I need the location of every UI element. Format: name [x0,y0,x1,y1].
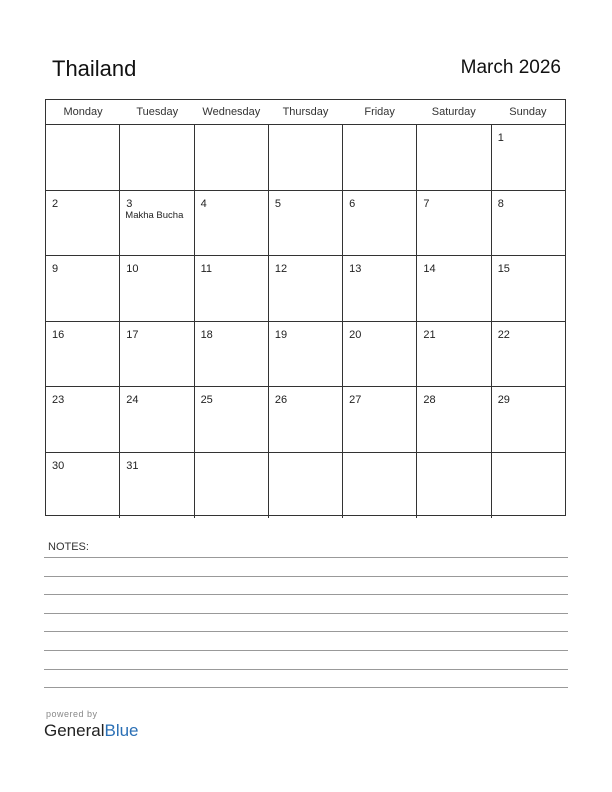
day-number: 8 [497,197,504,210]
day-number: 21 [423,328,436,341]
day-cell [46,453,120,519]
note-line [44,594,568,595]
day-cell [343,125,417,190]
calendar-weeks [46,125,565,518]
day-cell [417,191,491,256]
day-number: 5 [274,197,281,210]
day-cell [492,322,565,387]
day-cell [343,322,417,387]
day-cell [195,322,269,387]
day-cell [269,191,343,256]
day-number: 30 [52,459,65,472]
day-cell [120,453,194,519]
day-cell [120,256,194,321]
note-line [44,631,568,632]
day-number: 22 [497,328,510,341]
day-cell [269,322,343,387]
day-number: 16 [52,328,65,341]
week-row [46,125,565,191]
brand-general: General [44,721,105,740]
day-cell [195,256,269,321]
note-line [44,557,568,558]
note-line [44,669,568,670]
day-number: 14 [423,263,436,275]
weekday-label: Sunday [509,106,547,118]
day-cell [46,191,120,256]
day-number: 12 [274,263,288,275]
day-cell [195,125,269,190]
day-cell [269,387,343,452]
day-number: 11 [200,263,212,275]
day-cell [417,125,491,190]
day-cell [195,387,269,452]
day-number: 27 [349,394,362,406]
week-row [46,322,565,388]
week-row [46,256,565,322]
day-number: 24 [126,394,139,406]
day-cell [492,191,565,256]
weekday-label: Saturday [431,106,476,118]
day-cell [343,256,417,321]
day-cell [46,256,120,321]
day-cell [417,256,491,321]
day-cell [492,125,565,190]
day-number: 3 [126,197,133,210]
day-cell [417,453,491,519]
day-number: 13 [349,263,362,275]
day-cell [417,387,491,452]
day-cell [343,387,417,452]
day-cell [269,453,343,519]
day-cell [195,191,269,256]
brand-logo [44,721,139,741]
calendar-month: March 2026 [460,57,561,78]
day-cell [120,125,194,190]
day-cell [492,387,565,452]
day-cell [492,256,565,321]
day-cell [46,322,120,387]
day-number: 17 [126,328,139,341]
day-cell [492,453,565,519]
day-number: 29 [497,394,510,406]
day-cell [417,322,491,387]
day-number: 18 [200,328,213,341]
brand-blue: Blue [104,721,139,740]
note-line [44,687,568,688]
day-cell [343,191,417,256]
day-cell [46,125,120,190]
day-cell [269,125,343,190]
note-line [44,650,568,651]
week-row [46,453,565,519]
calendar-country: Thailand [52,56,137,81]
day-number: 15 [497,263,510,275]
calendar-grid [45,99,566,516]
day-cell [46,387,120,452]
day-number: 28 [423,394,436,406]
day-cell [343,453,417,519]
day-cell [120,322,194,387]
day-number: 6 [349,197,356,210]
day-number: 4 [200,197,207,210]
weekday-label: Friday [364,106,395,118]
day-number: 9 [52,263,59,275]
note-line [44,613,568,614]
day-cell [120,387,194,452]
weekday-label: Tuesday [136,106,179,118]
day-cell [195,453,269,519]
notes-label: NOTES: [48,541,89,553]
day-number: 2 [52,197,59,210]
day-number: 20 [349,328,362,341]
day-number: 25 [200,394,213,406]
powered-by-text: powered by [46,709,98,719]
week-row [46,191,565,257]
day-number: 10 [126,263,139,275]
day-number: 23 [52,394,65,406]
day-number: 26 [274,394,288,406]
week-row [46,387,565,453]
note-line [44,576,568,577]
weekday-label: Thursday [282,106,329,118]
weekday-header [46,100,565,125]
day-number: 31 [126,459,139,472]
weekday-label: Monday [63,106,103,118]
day-number: 1 [497,132,504,144]
day-number: 19 [274,328,288,341]
day-cell [120,191,194,256]
day-number: 7 [423,197,430,210]
holiday-label: Makha Bucha [125,209,184,221]
day-cell [269,256,343,321]
weekday-label: Wednesday [202,106,261,118]
